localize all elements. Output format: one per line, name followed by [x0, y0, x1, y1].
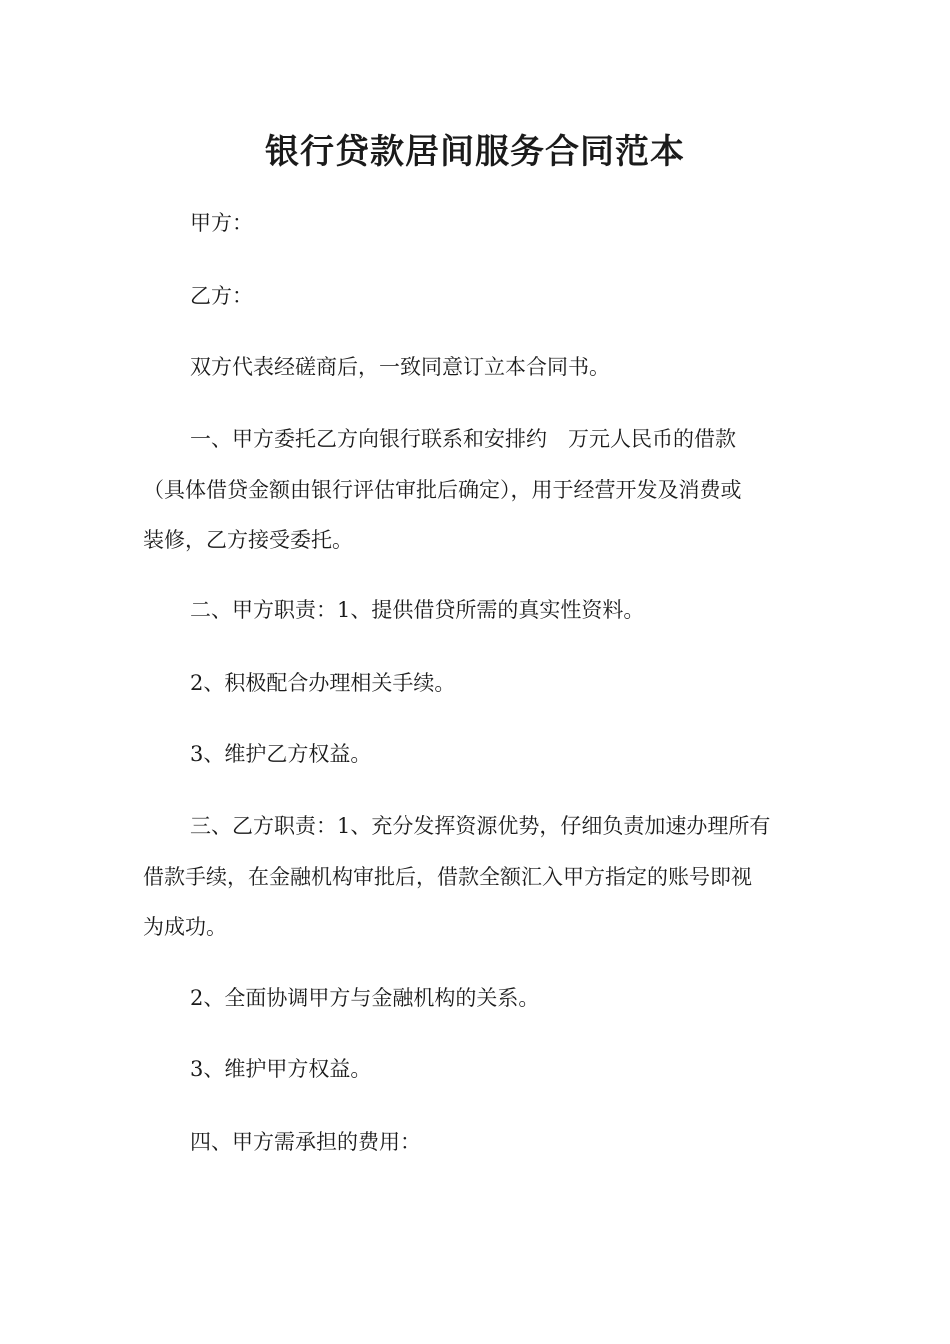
clause-1-line-3: 装修，乙方接受委托。: [143, 528, 353, 552]
document-title: 银行贷款居间服务合同范本: [265, 132, 685, 172]
party-b-line: 乙方：: [190, 284, 253, 308]
party-a-line: 甲方：: [190, 211, 253, 235]
agreement-intro: 双方代表经磋商后，一致同意订立本合同书。: [190, 355, 610, 379]
clause-2-item-1: 二、甲方职责：1、提供借贷所需的真实性资料。: [190, 598, 645, 622]
clause-2-item-3: 3、维护乙方权益。: [190, 742, 372, 766]
clause-1-line-1: 一、甲方委托乙方向银行联系和安排约 万元人民币的借款: [190, 427, 736, 451]
clause-4-heading: 四、甲方需承担的费用：: [190, 1130, 421, 1154]
clause-3-item-3: 3、维护甲方权益。: [190, 1057, 372, 1081]
clause-2-item-2: 2、积极配合办理相关手续。: [190, 671, 456, 695]
clause-1-line-2: （具体借贷金额由银行评估审批后确定），用于经营开发及消费或: [143, 478, 742, 502]
clause-3-line-2: 借款手续，在金融机构审批后，借款全额汇入甲方指定的账号即视: [143, 865, 752, 889]
clause-3-line-1: 三、乙方职责：1、充分发挥资源优势，仔细负责加速办理所有: [190, 814, 771, 838]
clause-3-line-3: 为成功。: [143, 915, 227, 939]
clause-3-item-2: 2、全面协调甲方与金融机构的关系。: [190, 986, 540, 1010]
